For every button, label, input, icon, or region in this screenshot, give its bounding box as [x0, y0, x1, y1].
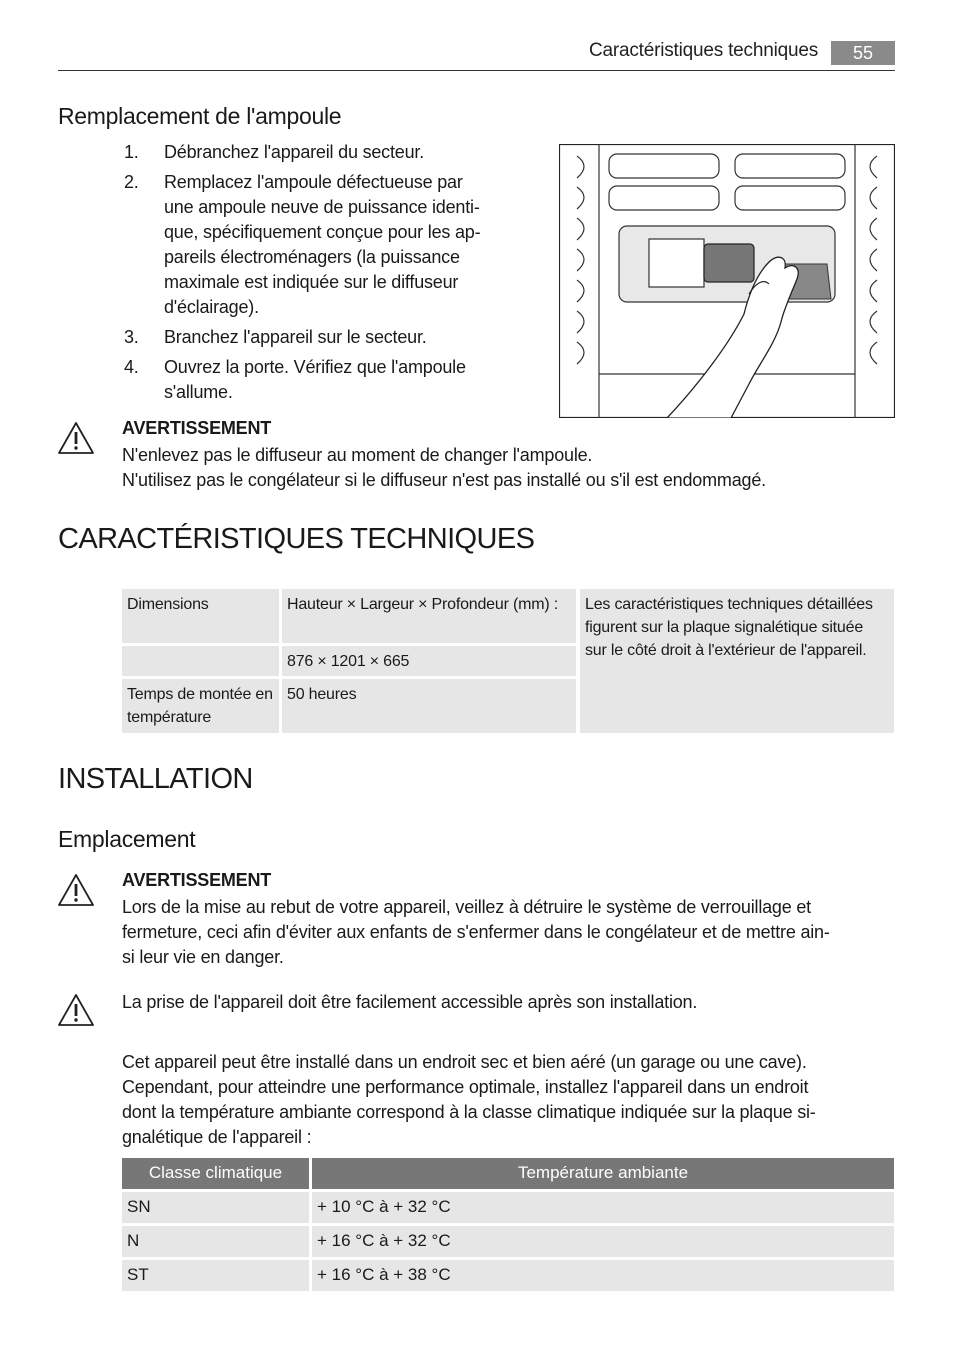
spec-dimensions-desc: Hauteur × Largeur × Profondeur (mm) :: [282, 589, 576, 643]
climate-table-header-class: Classe climatique: [122, 1158, 309, 1189]
step-line: pareils électroménagers (la puissance: [164, 247, 460, 267]
step-line: que, spécifiquement conçue pour les ap-: [164, 222, 481, 242]
step-item: [58, 325, 528, 350]
step-number: 4.: [124, 357, 139, 377]
step-number: 2.: [124, 172, 139, 192]
warning-triangle-icon: [57, 421, 95, 455]
installation-heading: INSTALLATION: [58, 763, 253, 795]
step-line: d'éclairage).: [164, 297, 259, 317]
caution-triangle-icon: [57, 993, 95, 1027]
installation-paragraph-line: gnalétique de l'appareil :: [122, 1127, 312, 1147]
bulb-steps-list: [58, 140, 528, 410]
step-item: [58, 170, 528, 320]
climate-class-cell: N: [122, 1226, 309, 1257]
spec-dimensions-value: 876 × 1201 × 665: [282, 646, 576, 676]
bulb-replacement-illustration: [559, 144, 895, 418]
spec-empty-cell: [122, 646, 279, 676]
step-number: 1.: [124, 142, 139, 162]
step-line: Remplacez l'ampoule défectueuse par: [164, 172, 463, 192]
spec-note: Les caractéristiques techniques détaillées figurent sur la plaque signalétique située sur le côté droit à l'extérieur de l'appareil.: [580, 589, 894, 733]
warning-triangle-icon: [57, 873, 95, 907]
installation-paragraph-line: Cet appareil peut être installé dans un endroit sec et bien aéré (un garage ou une cave).: [122, 1052, 807, 1072]
emplacement-heading: Emplacement: [58, 826, 196, 852]
climate-temp-cell: + 16 °C à + 38 °C: [312, 1260, 894, 1291]
bulb-heading: Remplacement de l'ampoule: [58, 103, 342, 129]
specs-heading: CARACTÉRISTIQUES TECHNIQUES: [58, 523, 535, 555]
step-line: Débranchez l'appareil du secteur.: [164, 142, 424, 162]
step-item: [58, 140, 528, 165]
spec-label-dimensions: Dimensions: [122, 589, 279, 643]
climate-temp-cell: + 16 °C à + 32 °C: [312, 1226, 894, 1257]
climate-table-header-temp: Température ambiante: [312, 1158, 894, 1189]
page-number: 55: [831, 41, 895, 65]
step-line: Ouvrez la porte. Vérifiez que l'ampoule: [164, 357, 466, 377]
warning-text: Lors de la mise au rebut de votre appareil, veillez à détruire le système de verrouillage et: [122, 897, 811, 917]
warning-text: N'enlevez pas le diffuseur au moment de changer l'ampoule.: [122, 445, 593, 465]
climate-temp-cell: + 10 °C à + 32 °C: [312, 1192, 894, 1223]
warning-text: fermeture, ceci afin d'éviter aux enfants de s'enfermer dans le congélateur et de mettre ain-: [122, 922, 830, 942]
installation-paragraph-line: Cependant, pour atteindre une performance optimale, installez l'appareil dans un endroit: [122, 1077, 809, 1097]
spec-rise-time-value: 50 heures: [282, 679, 576, 733]
header-rule: [58, 70, 895, 71]
step-line: maximale est indiquée sur le diffuseur: [164, 272, 459, 292]
caution-text: La prise de l'appareil doit être facilement accessible après son installation.: [122, 992, 698, 1012]
step-line: une ampoule neuve de puissance identi-: [164, 197, 480, 217]
running-header-title: Caractéristiques techniques: [588, 40, 818, 61]
installation-paragraph-line: dont la température ambiante correspond à la classe climatique indiquée sur la plaque si-: [122, 1102, 816, 1122]
warning-text: N'utilisez pas le congélateur si le diffuseur n'est pas installé ou s'il est endommagé.: [122, 470, 766, 490]
step-line: Branchez l'appareil sur le secteur.: [164, 327, 427, 347]
warning-title: AVERTISSEMENT: [122, 418, 272, 438]
step-line: s'allume.: [164, 382, 233, 402]
climate-class-cell: ST: [122, 1260, 309, 1291]
warning-title: AVERTISSEMENT: [122, 870, 272, 890]
spec-label-rise-time: Temps de montée en température: [122, 679, 279, 733]
step-number: 3.: [124, 327, 139, 347]
step-item: [58, 355, 528, 405]
warning-text: si leur vie en danger.: [122, 947, 284, 967]
climate-class-cell: SN: [122, 1192, 309, 1223]
